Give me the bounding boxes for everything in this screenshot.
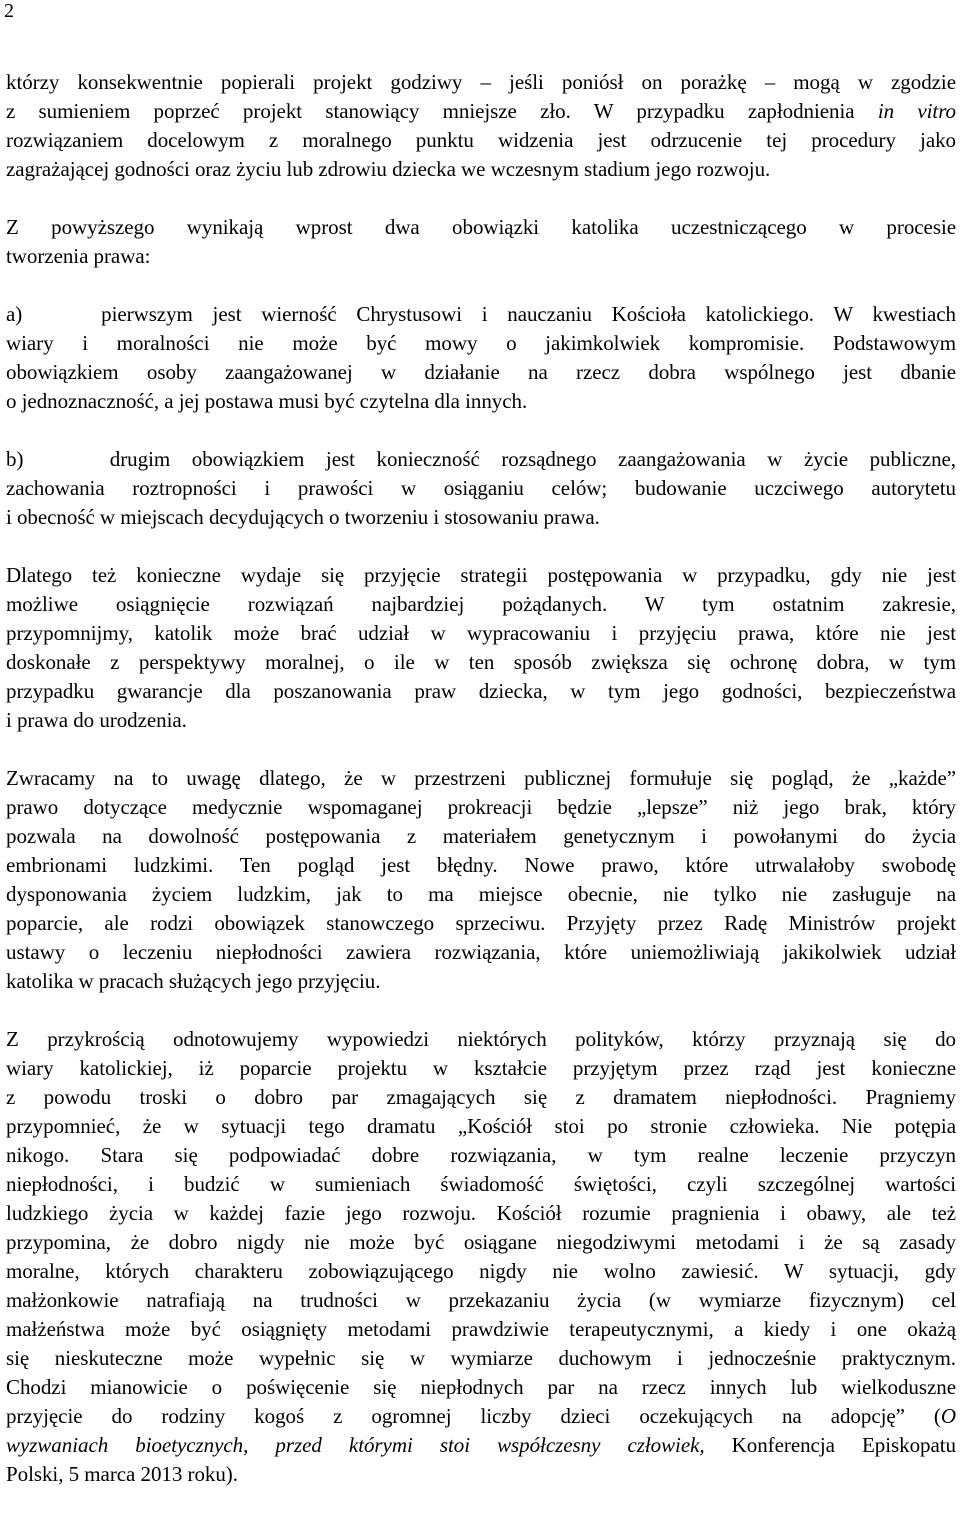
text-line: przypomnijmy, katolik może brać udział w wypracowaniu i przyjęciu prawa, które nie jest (6, 621, 956, 645)
text-line: którzy konsekwentnie popierali projekt godziwy – jeśli poniósł on porażkę – mogą w zgodzie (6, 70, 956, 94)
text-line: moralne, których charakteru zobowiązującego nigdy nie wolno zawiesić. W sytuacji, gdy (6, 1259, 956, 1283)
paragraph-point-b (6, 445, 956, 532)
text-line: małżonkowie natrafiają na trudności w przekazaniu życia (w wymiarze fizycznym) cel (6, 1288, 956, 1312)
text-line: poparcie, ale rodzi obowiązek stanowczego sprzeciwu. Przyjęty przez Radę Ministrów projekt (6, 911, 956, 935)
text-line: nikogo. Stara się podpowiadać dobre rozwiązania, w tym realne leczenie przyczyn (6, 1143, 956, 1167)
text-line: małżeństwa może być osiągnięty metodami prawdziwie terapeutycznymi, a kiedy i one okażą (6, 1317, 956, 1341)
text-line: a) pierwszym jest wierność Chrystusowi i nauczaniu Kościoła katolickiego. W kwestiach (6, 302, 956, 326)
text-line: z sumieniem poprzeć projekt stanowiący mniejsze zło. W przypadku zapłodnienia in vitro (6, 99, 956, 123)
text-line: niepłodności, i budzić w sumieniach świadomość świętości, czyli szczególnej wartości (6, 1172, 956, 1196)
text-line: i obecność w miejscach decydujących o tworzeniu i stosowaniu prawa. (6, 505, 600, 529)
text-line: i prawa do urodzenia. (6, 708, 187, 732)
text-line: katolika w pracach służących jego przyjęciu. (6, 969, 381, 993)
text-line: wiary katolickiej, iż poparcie projektu w kształcie przyjętym przez rząd jest konieczne (6, 1056, 956, 1080)
text-line: Polski, 5 marca 2013 roku). (6, 1462, 238, 1486)
text-line: tworzenia prawa: (6, 244, 151, 268)
text-line: pozwala na dowolność postępowania z materiałem genetycznym i powołanymi do życia (6, 824, 956, 848)
text-line: rozwiązaniem docelowym z moralnego punktu widzenia jest odrzucenie tej procedury jako (6, 128, 956, 152)
paragraph-1 (6, 68, 956, 184)
text-line: zagrażającej godności oraz życiu lub zdrowiu dziecka we wczesnym stadium jego rozwoju. (6, 157, 771, 181)
text-line: ludzkiego życia w każdej fazie jego rozwoju. Kościół rozumie pragnienia i obawy, ale też (6, 1201, 956, 1225)
paragraph-2 (6, 213, 956, 271)
text-line: wyzwaniach bioetycznych, przed którymi stoi współczesny człowiek, Konferencja Episkopatu (6, 1433, 956, 1457)
text-line: obowiązkiem osoby zaangażowanej w działanie na rzecz dobra wspólnego jest dbanie (6, 360, 956, 384)
document-body (6, 68, 956, 1518)
text-line: prawo dotyczące medycznie wspomaganej prokreacji będzie „lepsze” niż jego brak, który (6, 795, 956, 819)
paragraph-6 (6, 1025, 956, 1489)
text-line: b) drugim obowiązkiem jest konieczność rozsądnego zaangażowania w życie publiczne, (6, 447, 956, 471)
paragraph-4 (6, 561, 956, 735)
text-line: ustawy o leczeniu niepłodności zawiera rozwiązania, które uniemożliwiają jakikolwiek udział (6, 940, 956, 964)
text-line: możliwe osiągnięcie rozwiązań najbardziej pożądanych. W tym ostatnim zakresie, (6, 592, 956, 616)
text-line: z powodu troski o dobro par zmagających się z dramatem niepłodności. Pragniemy (6, 1085, 956, 1109)
page-number: 2 (4, 0, 14, 22)
text-line: zachowania roztropności i prawości w osiąganiu celów; budowanie uczciwego autorytetu (6, 476, 956, 500)
text-line: Z przykrością odnotowujemy wypowiedzi niektórych polityków, którzy przyznają się do (6, 1027, 956, 1051)
text-line: przypomina, że dobro nigdy nie może być osiągane niegodziwymi metodami i że są zasady (6, 1230, 956, 1254)
italic-word: O (940, 1404, 956, 1428)
italic-phrase: in vitro (877, 99, 956, 123)
text-line: embrionami ludzkimi. Ten pogląd jest błędny. Nowe prawo, które utrwalałoby swobodę (6, 853, 956, 877)
text-line: przypomnieć, że w sytuacji tego dramatu „Kościół stoi po stronie człowieka. Nie potępia (6, 1114, 956, 1138)
text-line: Zwracamy na to uwagę dlatego, że w przestrzeni publicznej formułuje się pogląd, że „każde” (6, 766, 956, 790)
text-line: Dlatego też konieczne wydaje się przyjęcie strategii postępowania w przypadku, gdy nie jest (6, 563, 956, 587)
paragraph-5 (6, 764, 956, 996)
text-line: Z powyższego wynikają wprost dwa obowiązki katolika uczestniczącego w procesie (6, 215, 956, 239)
text-line: wiary i moralności nie może być mowy o jakimkolwiek kompromisie. Podstawowym (6, 331, 956, 355)
citation-title: wyzwaniach bioetycznych, przed którymi stoi współczesny człowiek, (6, 1433, 705, 1457)
text-line: przyjęcie do rodziny kogoś z ogromnej liczby dzieci oczekujących na adopcję” (O (6, 1404, 956, 1428)
text-line: przypadku gwarancje dla poszanowania praw dziecka, w tym jego godności, bezpieczeństwa (6, 679, 956, 703)
text-line: dysponowania życiem ludzkim, jak to ma miejsce obecnie, nie tylko nie zasługuje na (6, 882, 956, 906)
paragraph-point-a (6, 300, 956, 416)
text-line: Chodzi mianowicie o poświęcenie się niepłodnych par na rzecz innych lub wielkoduszne (6, 1375, 956, 1399)
text-line: się nieskuteczne może wypełnic się w wymiarze duchowym i jednocześnie praktycznym. (6, 1346, 956, 1370)
text-line: doskonałe z perspektywy moralnej, o ile w ten sposób zwiększa się ochronę dobra, w tym (6, 650, 956, 674)
text-line: o jednoznaczność, a jej postawa musi być czytelna dla innych. (6, 389, 528, 413)
